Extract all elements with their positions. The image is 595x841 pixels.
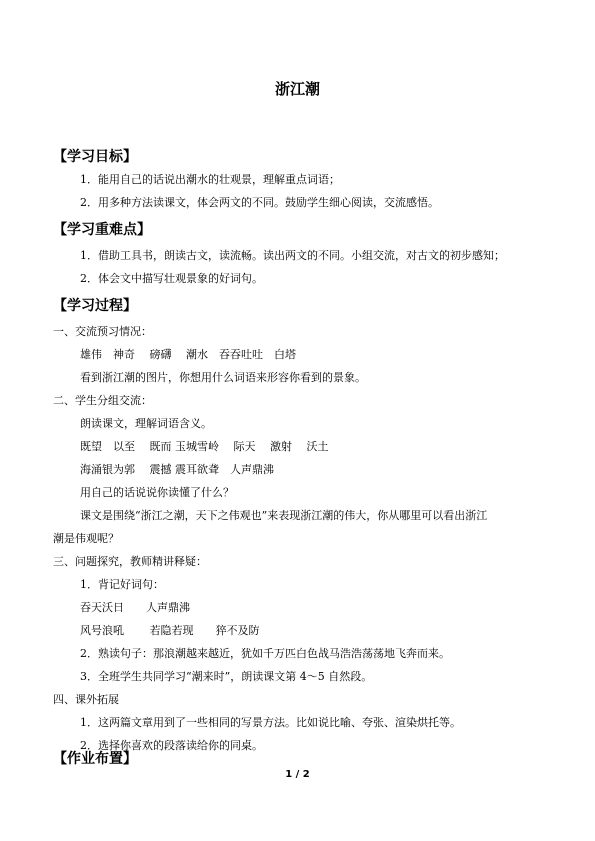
heading-learning-goals: 【学习目标】 — [53, 149, 137, 165]
process-line: 四、课外拓展 — [53, 693, 119, 706]
document-title: 浙江潮 — [274, 80, 320, 98]
process-line: 海涌银为郭 震撼 震耳欲聋 人声鼎沸 — [80, 463, 274, 476]
process-line: 课文是围绕“浙江之潮，天下之伟观也”来表现浙江潮的伟大，你从哪里可以看出浙江 — [80, 509, 488, 522]
process-line: 风号浪吼 若隐若现 猝不及防 — [80, 624, 260, 637]
process-line: 3．全班学生共同学习“潮来时”，朗读课文第 4～5 自然段。 — [80, 670, 373, 683]
process-line: 既望 以至 既而 玉城雪岭 际天 激射 沃土 — [80, 440, 329, 453]
process-line: 二、学生分组交流： — [53, 394, 152, 407]
heading-key-points: 【学习重难点】 — [53, 222, 151, 238]
process-line: 看到浙江潮的图片，你想用什么词语来形容你看到的景象。 — [80, 371, 366, 384]
goal-item-2: 2．用多种方法读课文，体会两文的不同。鼓励学生细心阅读，交流感悟。 — [80, 196, 439, 209]
process-line: 雄伟 神奇 磅礴 潮水 吞吞吐吐 白塔 — [80, 348, 296, 361]
heading-homework: 【作业布置】 — [53, 751, 137, 767]
goal-item-1: 1．能用自己的话说出潮水的壮观景，理解重点词语； — [80, 173, 340, 186]
process-line: 用自己的话说说你读懂了什么？ — [80, 486, 234, 499]
key-point-item-1: 1．借助工具书，朗读古文，读流畅。读出两文的不同。小组交流，对古文的初步感知； — [80, 249, 505, 262]
process-line: 朗读课文，理解词语含义。 — [80, 417, 212, 430]
process-line: 三、问题探究，教师精讲释疑： — [53, 555, 207, 568]
process-line: 2．选择你喜欢的段落读给你的同桌。 — [80, 739, 263, 752]
process-line: 一、交流预习情况： — [53, 325, 152, 338]
process-line: 潮是伟观呢？ — [53, 532, 119, 545]
heading-learning-process: 【学习过程】 — [53, 298, 137, 314]
process-line: 1．背记好词句： — [80, 578, 164, 591]
process-line: 吞天沃日 人声鼎沸 — [80, 601, 190, 614]
process-line: 1．这两篇文章用到了一些相同的写景方法。比如说比喻、夸张、渲染烘托等。 — [80, 716, 461, 729]
page-number: 1 / 2 — [285, 769, 310, 780]
process-line: 2．熟读句子：那浪潮越来越近，犹如千万匹白色战马浩浩荡荡地飞奔而来。 — [80, 647, 450, 660]
key-point-item-2: 2．体会文中描写壮观景象的好词句。 — [80, 272, 263, 285]
